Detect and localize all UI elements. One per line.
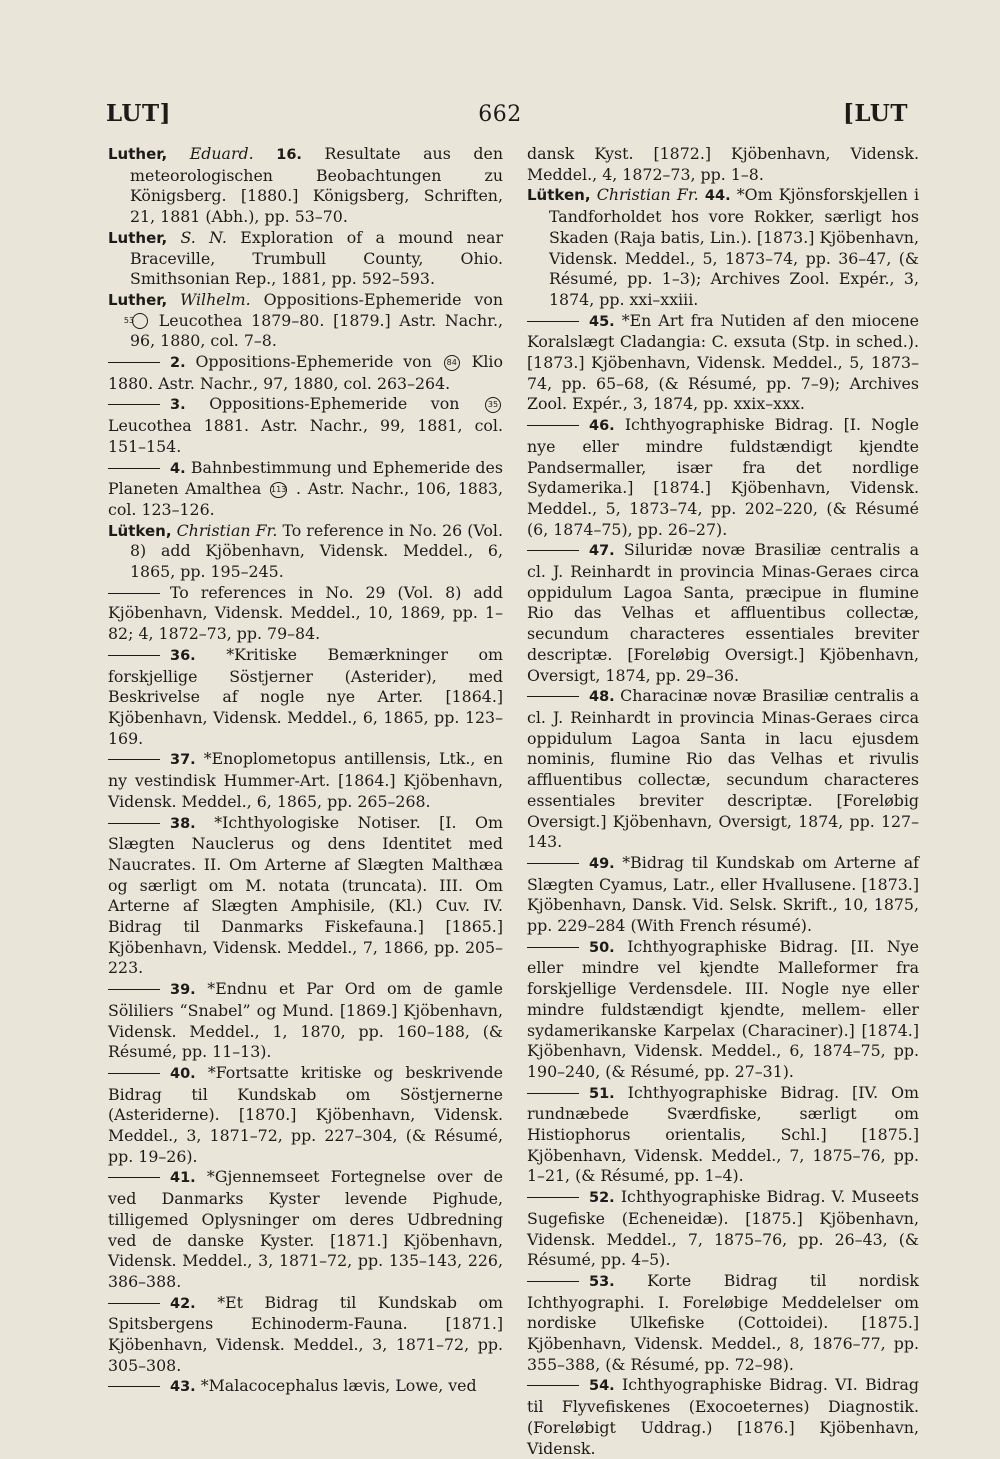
- entry-text: Leucothea 1881. Astr. Nachr., 99, 1881, col. 151–154.: [108, 416, 503, 456]
- entry-number: 37.: [170, 752, 196, 769]
- entry-dash: [108, 1303, 160, 1304]
- author-surname: Luther,: [108, 145, 168, 163]
- entry-number: 16.: [276, 147, 302, 163]
- entry-number: 2.: [170, 355, 186, 372]
- author-given-name: Wilhelm.: [180, 289, 251, 309]
- entry-text: *Et Bidrag til Kundskab om Spitsbergens Echinoderm-Fauna. [1871.] Kjöbenhavn, Vidensk. Meddel., 3, 1871–72, pp. 305–308.: [108, 1292, 503, 1375]
- entry-number: 45.: [589, 313, 615, 330]
- bibliography-entry: [108, 144, 503, 228]
- entry-text: *Malacocephalus lævis, Lowe, ved: [200, 1376, 477, 1396]
- entry-text-prefix: Bahnbestimmung und Ephemeride des Planeten Amalthea: [108, 457, 503, 499]
- entry-number: 50.: [589, 939, 615, 956]
- bibliography-entry: [108, 1063, 503, 1168]
- bibliography-entry: [108, 583, 503, 645]
- entry-number: 54.: [589, 1378, 615, 1395]
- entry-text: *Gjennemseet Fortegnelse over de ved Danmarks Kyster levende Pighude, tilligemed Oplysninger om deres Udbredning ved de danske Kyster. [1871.] Kjöbenhavn, Vidensk. Meddel., 3, 1871–72, pp. 135–143, 226, 386–388.: [108, 1167, 503, 1291]
- entry-text: Klio 1880. Astr. Nachr., 97, 1880, col. 263–264.: [108, 352, 503, 393]
- bibliography-entry: [527, 937, 919, 1083]
- entry-number: 36.: [170, 647, 196, 664]
- entry-dash: [527, 696, 579, 697]
- bibliography-entry: [108, 521, 503, 583]
- entry-number: 40.: [170, 1065, 196, 1082]
- bibliography-entry: [108, 1293, 503, 1377]
- author-surname: Luther,: [108, 228, 168, 247]
- entry-text: Leucothea 1879–80. [1879.] Astr. Nachr., 96, 1880, col. 7–8.: [130, 310, 503, 351]
- entry-number: 4.: [170, 460, 186, 477]
- author-given-name: Christian Fr.: [596, 185, 699, 205]
- bibliography-entry: [108, 458, 503, 521]
- entry-text: To reference in No. 26 (Vol. 8) add Kjöbenhavn, Vidensk. Meddel., 6, 1865, pp. 195–245.: [130, 520, 503, 582]
- bibliography-entry: [108, 394, 503, 457]
- entry-dash: [527, 863, 579, 864]
- bibliography-entry: [108, 1376, 503, 1398]
- bibliography-entry: [527, 540, 919, 686]
- entry-number: 42.: [170, 1295, 196, 1312]
- bibliography-entry: [108, 1167, 503, 1292]
- author-surname: Luther,: [108, 290, 168, 309]
- entry-dash: [527, 1197, 579, 1198]
- entry-number: 47.: [589, 543, 615, 560]
- entry-text: Ichthyographiske Bidrag. VI. Bidrag til Flyvefiskenes (Exocoeternes) Diagnostik. (Foreløbigt Uddrag.) [1876.] Kjöbenhavn, Vidensk.: [527, 1375, 919, 1458]
- planet-number-symbol: 84: [444, 355, 460, 371]
- entry-dash: [108, 1386, 160, 1387]
- entry-number: 44.: [704, 188, 731, 205]
- entry-dash: [108, 1177, 160, 1178]
- bibliography-entry: [527, 415, 919, 540]
- entry-dash: [527, 321, 579, 322]
- entry-number: 46.: [589, 418, 615, 435]
- entry-text-prefix: Oppositions-Ephemeride von: [195, 352, 432, 372]
- planet-number-symbol: 53: [132, 313, 148, 329]
- right-column: [527, 144, 919, 1459]
- entry-number: 51.: [589, 1085, 615, 1102]
- author-given-name: S. N.: [180, 227, 227, 247]
- planet-number-symbol: 35: [485, 397, 501, 413]
- entry-text: *Om Kjönsforskjellen i Tandforholdet hos vore Rokker, særligt hos Skaden (Raja batis, Lin.). [1873.] Kjöbenhavn, Vidensk. Meddel., 5, 1873–74, pp. 36–47, (& Résumé, pp. 1–3); Archives Zool. Expér., 3, 1874, pp. xxi–xxiii.: [549, 185, 919, 309]
- entry-text: *Kritiske Bemærkninger om forskjellige Söstjerner (Asterider), med Beskrivelse af nogle nye Arter. [1864.] Kjöbenhavn, Vidensk. Meddel., 6, 1865, pp. 123–169.: [108, 644, 503, 748]
- entry-text: Characinæ novæ Brasiliæ centralis a cl. J. Reinhardt in provincia Minas-Geraes circa oppidulum Lagoa Santa in lacu ejusdem nominis, flumine Rio das Velhas et rivulis affluentibus collectæ, secundum characteres essentiales breviter descriptæ. [Foreløbig Oversigt.] Kjöbenhavn, Oversigt, 1874, pp. 127–143.: [527, 686, 919, 852]
- entry-dash: [527, 550, 579, 551]
- bibliography-entry: [527, 1271, 919, 1376]
- bibliography-entry: [527, 144, 919, 185]
- bibliography-entry: [108, 352, 503, 394]
- bibliography-entry: [108, 290, 503, 352]
- bibliography-entry: [527, 686, 919, 853]
- bibliography-entry: [527, 185, 919, 310]
- bibliography-entry: [527, 1083, 919, 1188]
- entry-dash: [527, 425, 579, 426]
- running-head-left: LUT]: [106, 100, 171, 127]
- entry-text: Siluridæ novæ Brasiliæ centralis a cl. J. Reinhardt in provincia Minas-Geraes circa oppidulum Lagoa Santa, præcipue in flumine Rio das Velhas et affluentibus collectæ, secundum characteres essentiales breviter descriptæ. [Foreløbig Oversigt.] Kjöbenhavn, Oversigt, 1874, pp. 29–36.: [527, 540, 919, 685]
- entry-dash: [108, 404, 160, 405]
- entry-dash: [527, 1281, 579, 1282]
- bibliography-entry: [108, 228, 503, 290]
- entry-text: Korte Bidrag til nordisk Ichthyographi. I. Foreløbige Meddelelser om nordiske Ulkefiske (Cottoidei). [1875.] Kjöbenhavn, Vidensk. Meddel., 8, 1876–77, pp. 355–388, (& Résumé, pp. 72–98).: [527, 1270, 919, 1374]
- entry-number: 3.: [170, 397, 186, 414]
- entry-dash: [527, 1093, 579, 1094]
- entry-text: *Endnu et Par Ord om de gamle Söliliers “Snabel” og Mund. [1869.] Kjöbenhavn, Vidensk. Meddel., 1, 1870, pp. 160–188, (& Résumé, pp. 11–13).: [108, 979, 503, 1062]
- entry-text: Ichthyographiske Bidrag. [I. Nogle nye eller mindre fuldstændigt kjendte Pandsermaller, især fra det nordlige Sydamerika.] [1874.] Kjöbenhavn, Vidensk. Meddel., 5, 1873–74, pp. 202–220, (& Résumé (6, 1874–75), pp. 26–27).: [527, 415, 919, 539]
- entry-dash: [108, 989, 160, 990]
- planet-number-symbol: 113: [270, 482, 287, 498]
- bibliography-entry: [527, 853, 919, 937]
- entry-dash: [108, 655, 160, 656]
- entry-text-prefix: Oppositions-Ephemeride von: [263, 289, 503, 309]
- bibliography-entry: [108, 813, 503, 980]
- entry-text: *Bidrag til Kundskab om Arterne af Slægten Cyamus, Latr., eller Hvallusene. [1873.] Kjöbenhavn, Dansk. Vid. Selsk. Skrift., 10, 1875, pp. 229–284 (With French résumé).: [527, 852, 920, 936]
- entry-text: To references in No. 29 (Vol. 8) add Kjöbenhavn, Vidensk. Meddel., 10, 1869, pp. 1–82; 4, 1872–73, pp. 79–84.: [108, 582, 503, 644]
- entry-number: 43.: [170, 1379, 196, 1396]
- author-given-name: Christian Fr.: [176, 520, 278, 540]
- entry-text: Exploration of a mound near Braceville, Trumbull County, Ohio. Smithsonian Rep., 1881, pp. 592–593.: [130, 227, 504, 289]
- author-surname: Lütken,: [527, 186, 591, 205]
- entry-text: Ichthyographiske Bidrag. [IV. Om rundnæbede Sværdfiske, særligt om Histiophorus orientalis, Schl.] [1875.] Kjöbenhavn, Vidensk. Meddel., 7, 1875–76, pp. 1–21, (& Résumé, pp. 1–4).: [527, 1082, 920, 1186]
- entry-text: Resultate aus den meteorologischen Beobachtungen zu Königsberg. [1880.] Königsberg, Schriften, 21, 1881 (Abh.), pp. 53–70.: [130, 144, 504, 227]
- author-surname: Lütken,: [108, 521, 172, 540]
- entry-number: 53.: [589, 1273, 615, 1290]
- entry-dash: [108, 823, 160, 824]
- entry-number: 49.: [589, 855, 615, 872]
- entry-dash: [108, 468, 160, 469]
- entry-text: *Ichthyologiske Notiser. [I. Om Slægten Nauclerus og dens Identitet med Naucrates. II. Om Arterne af Slægten Malthæa og særligt om M. notata (truncata). III. Om Arterne af Slægten Amphisile, (Kl.) Cuv. IV. Bidrag til Danmarks Fiskefauna.] [1865.] Kjöbenhavn, Vidensk. Meddel., 7, 1866, pp. 205–223.: [108, 812, 503, 978]
- entry-number: 41.: [170, 1170, 196, 1187]
- entry-dash: [108, 759, 160, 760]
- entry-text: *Fortsatte kritiske og beskrivende Bidrag til Kundskab om Söstjernerne (Asteriderne). [1870.] Kjöbenhavn, Vidensk. Meddel., 3, 1871–72, pp. 227–304, (& Résumé, pp. 19–26).: [108, 1062, 503, 1166]
- left-column: [108, 144, 503, 1398]
- bibliography-entry: [108, 979, 503, 1063]
- entry-dash: [108, 362, 160, 363]
- entry-text: Ichthyographiske Bidrag. [II. Nye eller mindre vel kjendte Malleformer fra forskjellige Verdensdele. III. Nogle nye eller mindre fuldstændigt kjendte, mellem- eller sydamerikanske Karpelax (Characiner).] [1874.] Kjöbenhavn, Vidensk. Meddel., 6, 1874–75, pp. 190–240, (& Résumé, pp. 27–31).: [527, 936, 919, 1081]
- entry-dash: [527, 947, 579, 948]
- page-number: 662: [478, 102, 522, 127]
- entry-dash: [108, 593, 160, 594]
- bibliography-entry: [527, 311, 919, 416]
- bibliography-entry: [527, 1375, 919, 1459]
- entry-text-prefix: Oppositions-Ephemeride von: [209, 394, 460, 414]
- entry-text: *Enoplometopus antillensis, Ltk., en ny vestindisk Hummer-Art. [1864.] Kjöbenhavn, Vidensk. Meddel., 6, 1865, pp. 265–268.: [108, 749, 503, 811]
- entry-dash: [108, 1073, 160, 1074]
- entry-number: 39.: [170, 982, 196, 999]
- entry-text: . Astr. Nachr., 106, 1883, col. 123–126.: [108, 479, 503, 519]
- running-head-right: [LUT: [843, 100, 908, 127]
- author-given-name: Eduard.: [189, 144, 254, 163]
- entry-number: 48.: [589, 689, 615, 706]
- entry-dash: [527, 1385, 579, 1386]
- entry-number: 52.: [589, 1190, 615, 1207]
- entry-text: dansk Kyst. [1872.] Kjöbenhavn, Vidensk. Meddel., 4, 1872–73, pp. 1–8.: [527, 144, 919, 184]
- bibliography-entry: [108, 645, 503, 750]
- entry-number: 38.: [170, 815, 196, 832]
- bibliography-entry: [527, 1187, 919, 1271]
- entry-text: *En Art fra Nutiden af den miocene Koralslægt Cladangia: C. exsuta (Stp. in sched.). [1873.] Kjöbenhavn, Vidensk. Meddel., 5, 1873–74, pp. 65–68, (& Résumé, pp. 7–9); Archives Zool. Expér., 3, 1874, pp. xxix–xxx.: [527, 310, 919, 414]
- bibliography-entry: [108, 749, 503, 812]
- entry-text: Ichthyographiske Bidrag. V. Museets Sugefiske (Echeneidæ). [1875.] Kjöbenhavn, Vidensk. Meddel., 7, 1875–76, pp. 26–43, (& Résumé, pp. 4–5).: [527, 1187, 919, 1270]
